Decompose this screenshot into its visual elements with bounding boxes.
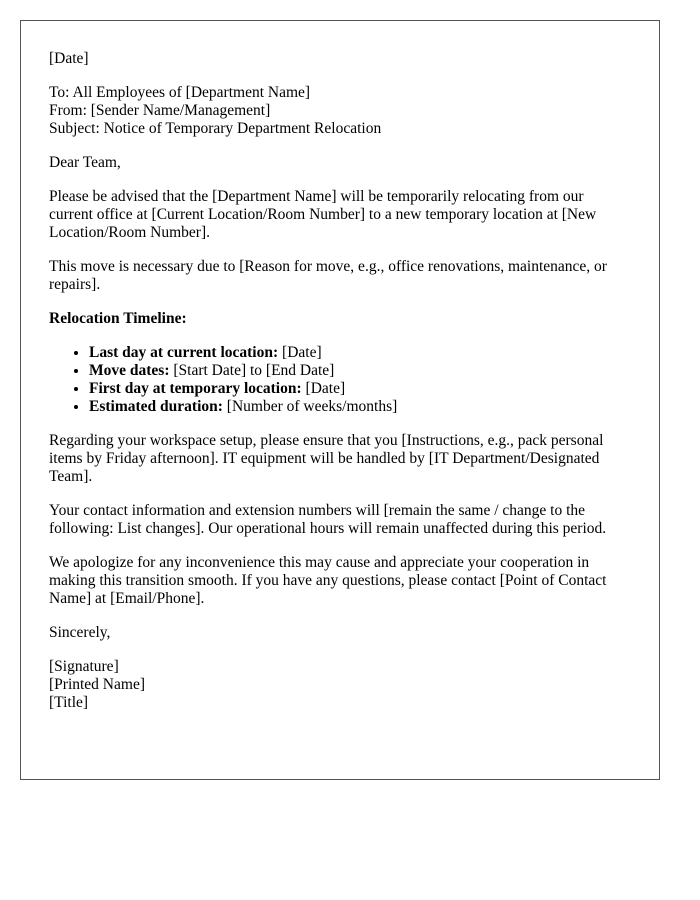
timeline-item-label: Estimated duration: — [89, 398, 223, 415]
timeline-item-value: [Number of weeks/months] — [222, 398, 398, 415]
timeline-item-label: Last day at current location: — [89, 344, 279, 361]
timeline-list — [49, 344, 631, 416]
timeline-heading: Relocation Timeline: — [49, 310, 187, 327]
timeline-item-value: [Date] — [278, 344, 322, 361]
signature-block — [49, 658, 631, 712]
to-line: To: All Employees of [Department Name] — [49, 84, 311, 101]
salutation: Dear Team, — [49, 154, 121, 171]
timeline-item-value: [Date] — [301, 380, 346, 397]
timeline-item-label: Move dates: — [89, 362, 170, 379]
timeline-item — [89, 362, 631, 380]
subject-line: Subject: Notice of Temporary Department Relocation — [49, 120, 382, 137]
paragraph-reason: This move is necessary due to [Reason for move, e.g., office renovations, maintenance, or repairs]. — [49, 258, 607, 293]
paragraph-apology: We apologize for any inconvenience this may cause and appreciate your cooperation in making this transition smooth. If you have any questions, please contact [Point of Contact Name] at [Email/Phone]. — [49, 554, 607, 607]
letter-date: [Date] — [49, 50, 89, 67]
paragraph-workspace: Regarding your workspace setup, please ensure that you [Instructions, e.g., pack personal items by Friday afternoon]. IT equipment will be handled by [IT Department/Designated Team]. — [49, 432, 604, 485]
timeline-item — [89, 380, 631, 398]
letter-header — [49, 84, 631, 138]
paragraph-intro: Please be advised that the [Department Name] will be temporarily relocating from our current office at [Current Location/Room Number] to a new temporary location at [New Location/Room Number]. — [49, 188, 597, 241]
timeline-item — [89, 344, 631, 362]
title-line: [Title] — [49, 694, 89, 711]
signature-line: [Signature] — [49, 658, 119, 675]
paragraph-contact: Your contact information and extension numbers will [remain the same / change to the following: List changes]. Our operational hours will remain unaffected during this period. — [49, 502, 607, 537]
from-line: From: [Sender Name/Management] — [49, 102, 271, 119]
letter-document — [20, 20, 660, 780]
closing: Sincerely, — [49, 624, 111, 641]
timeline-item-value: [Start Date] to [End Date] — [169, 362, 335, 379]
printed-name-line: [Printed Name] — [49, 676, 145, 693]
timeline-item-label: First day at temporary location: — [89, 380, 302, 397]
timeline-item — [89, 398, 631, 416]
